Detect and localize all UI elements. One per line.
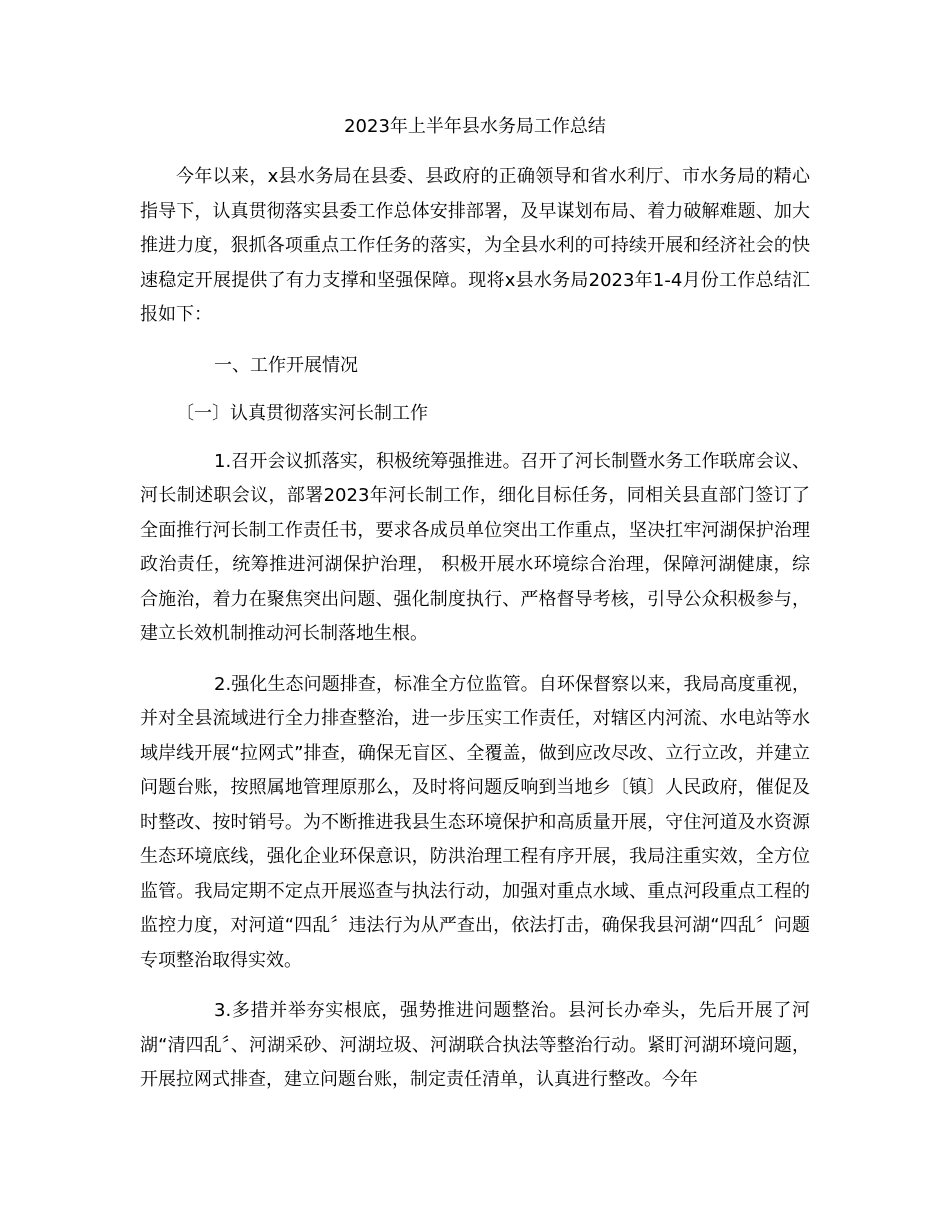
item-paragraph-2: 2.强化生态问题排查，标准全方位监管。自环保督察以来，我局高度重视，并对全县流域进行全力排查整治，进一步压实工作责任，对辖区内河流、水电站等水域岸线开展“拉网式”排查，确保无盲区、全覆盖，做到应改尽改、立行立改，并建立问题台账，按照属地管理原那么，及时将问题反响到当地乡〔镇〕人民政府，催促及时整改、按时销号。为不断推进我县生态环境保护和高质量开展，守住河道及水资源生态环境底线，强化企业环保意识，防洪治理工程有序开展，我局注重实效，全方位监管。我局定期不定点开展巡查与执法行动，加强对重点水域、重点河段重点工程的监控力度，对河道“四乱〞违法行为从严查出，依法打击，确保我县河湖“四乱〞问题专项整治取得实效。 <box>140 673 810 971</box>
intro-paragraph: 今年以来，x县水务局在县委、县政府的正确领导和省水利厅、市水务局的精心指导下，认真贯彻落实县委工作总体安排部署，及早谋划布局、着力破解难题、加大推进力度，狠抓各项重点工作任务的落实，为全县水利的可持续开展和经济社会的快速稳定开展提供了有力支撑和坚强保障。现将x县水务局2023年1-4月份工作总结汇报如下： <box>140 166 810 325</box>
item-paragraph-3: 3.多措并举夯实根底，强势推进问题整治。县河长办牵头，先后开展了河湖“清四乱〞、河湖采砂、河湖垃圾、河湖联合执法等整治行动。紧盯河湖环境问题，开展拉网式排查，建立问题台账，制定责任清单，认真进行整改。今年 <box>140 1000 810 1090</box>
document-title: 2023年上半年县水务局工作总结 <box>344 116 606 137</box>
section-heading-work-progress: 一、工作开展情况 <box>214 354 358 376</box>
item-paragraph-1: 1.召开会议抓落实，积极统筹强推进。召开了河长制暨水务工作联席会议、河长制述职会议，部署2023年河长制工作，细化目标任务，同相关县直部门签订了全面推行河长制工作责任书，要求各成员单位突出工作重点，坚决扛牢河湖保护治理政治责任，统筹推进河湖保护治理， 积极开展水环境综合治理，保障河湖健康，综合施治，着力在聚焦突出问题、强化制度执行、严格督导考核，引导公众积极参与，建立长效机制推动河长制落地生根。 <box>140 450 810 644</box>
document-page <box>140 100 810 1114</box>
subsection-heading-river-chief: 〔一〕认真贯彻落实河长制工作 <box>176 402 428 424</box>
